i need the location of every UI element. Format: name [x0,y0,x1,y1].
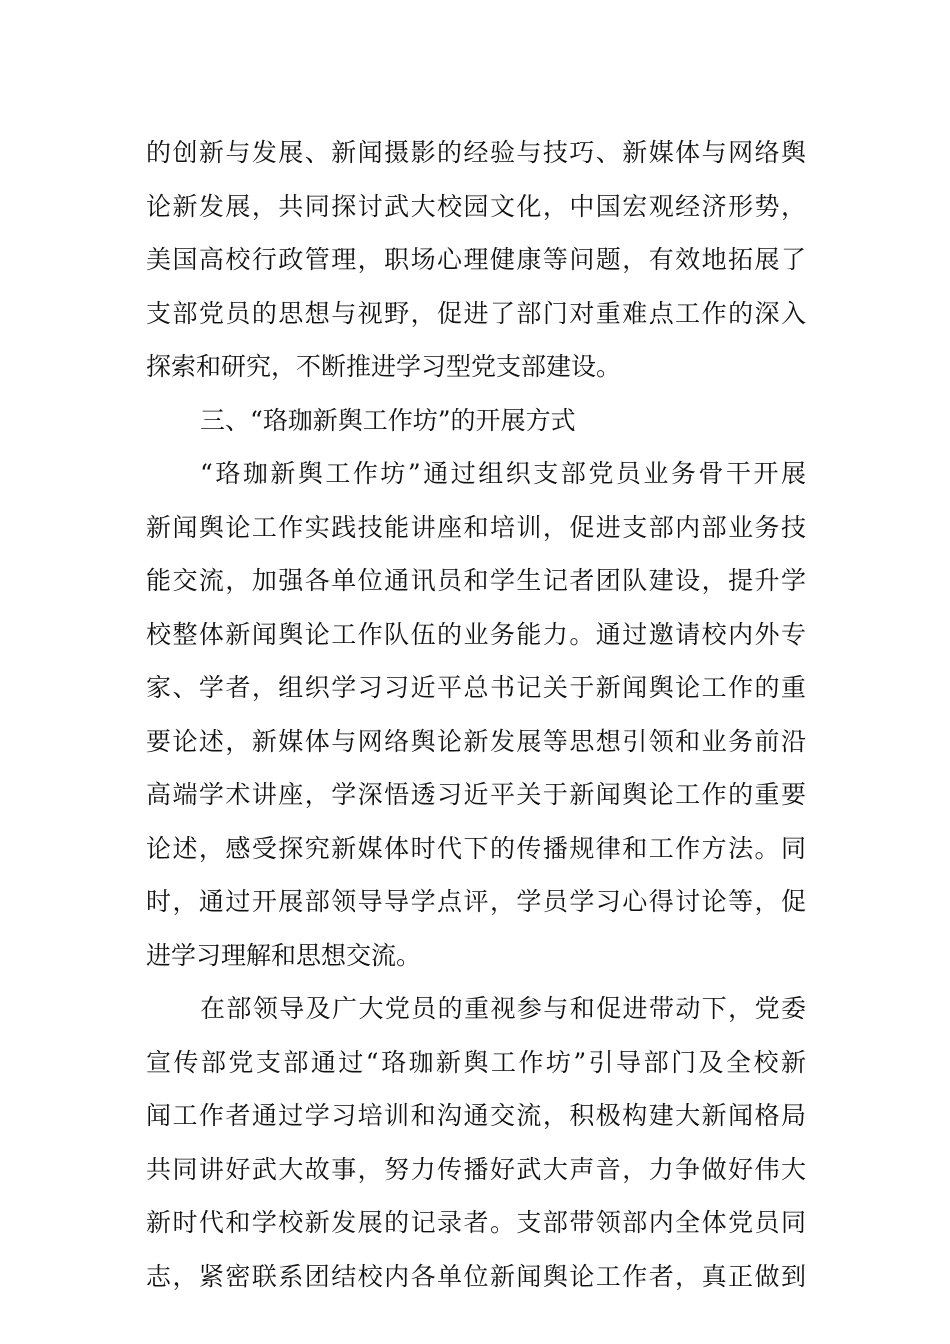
text-line: 论述，感受探究新媒体时代下的传播规律和工作方法。同 [146,833,806,863]
text-line: 美国高校行政管理，职场心理健康等问题，有效地拓展了 [146,245,806,274]
text-line: 进学习理解和思想交流。 [146,940,422,970]
document-body [146,126,806,1303]
text-line: 能交流，加强各单位通讯员和学生记者团队建设，提升学 [146,566,806,595]
text-line: 闻工作者通过学习培训和沟通交流，积极构建大新闻格局 [146,1101,806,1130]
text-line: 要论述，新媒体与网络舆论新发展等思想引领和业务前沿 [146,726,806,756]
text-line: 的创新与发展、新闻摄影的经验与技巧、新媒体与网络舆 [146,138,806,167]
text-line: 新时代和学校新发展的记录者。支部带领部内全体党员同 [146,1208,806,1237]
text-line: 探索和研究，不断推进学习型党支部建设。 [146,352,622,381]
text-line: 宣传部党支部通过“珞珈新舆工作坊”引导部门及全校新 [146,1047,806,1077]
text-line: 支部党员的思想与视野，促进了部门对重难点工作的深入 [146,298,806,328]
text-line: “珞珈新舆工作坊”通过组织支部党员业务骨干开展 [200,459,806,488]
text-line: 时，通过开展部领导导学点评，学员学习心得讨论等，促 [146,887,806,916]
text-line: 在部领导及广大党员的重视参与和促进带动下，党委 [200,994,806,1023]
text-line: 家、学者，组织学习习近平总书记关于新闻舆论工作的重 [146,673,806,702]
text-line: 三、“珞珈新舆工作坊”的开展方式 [200,405,576,435]
text-line: 论新发展，共同探讨武大校园文化，中国宏观经济形势， [146,191,806,221]
text-line: 志，紧密联系团结校内各单位新闻舆论工作者，真正做到 [146,1261,806,1291]
text-line: 共同讲好武大故事，努力传播好武大声音，力争做好伟大 [146,1154,806,1184]
text-line: 校整体新闻舆论工作队伍的业务能力。通过邀请校内外专 [146,619,806,649]
text-line: 新闻舆论工作实践技能讲座和培训，促进支部内部业务技 [146,512,806,542]
text-line: 高端学术讲座，学深悟透习近平关于新闻舆论工作的重要 [146,780,806,809]
